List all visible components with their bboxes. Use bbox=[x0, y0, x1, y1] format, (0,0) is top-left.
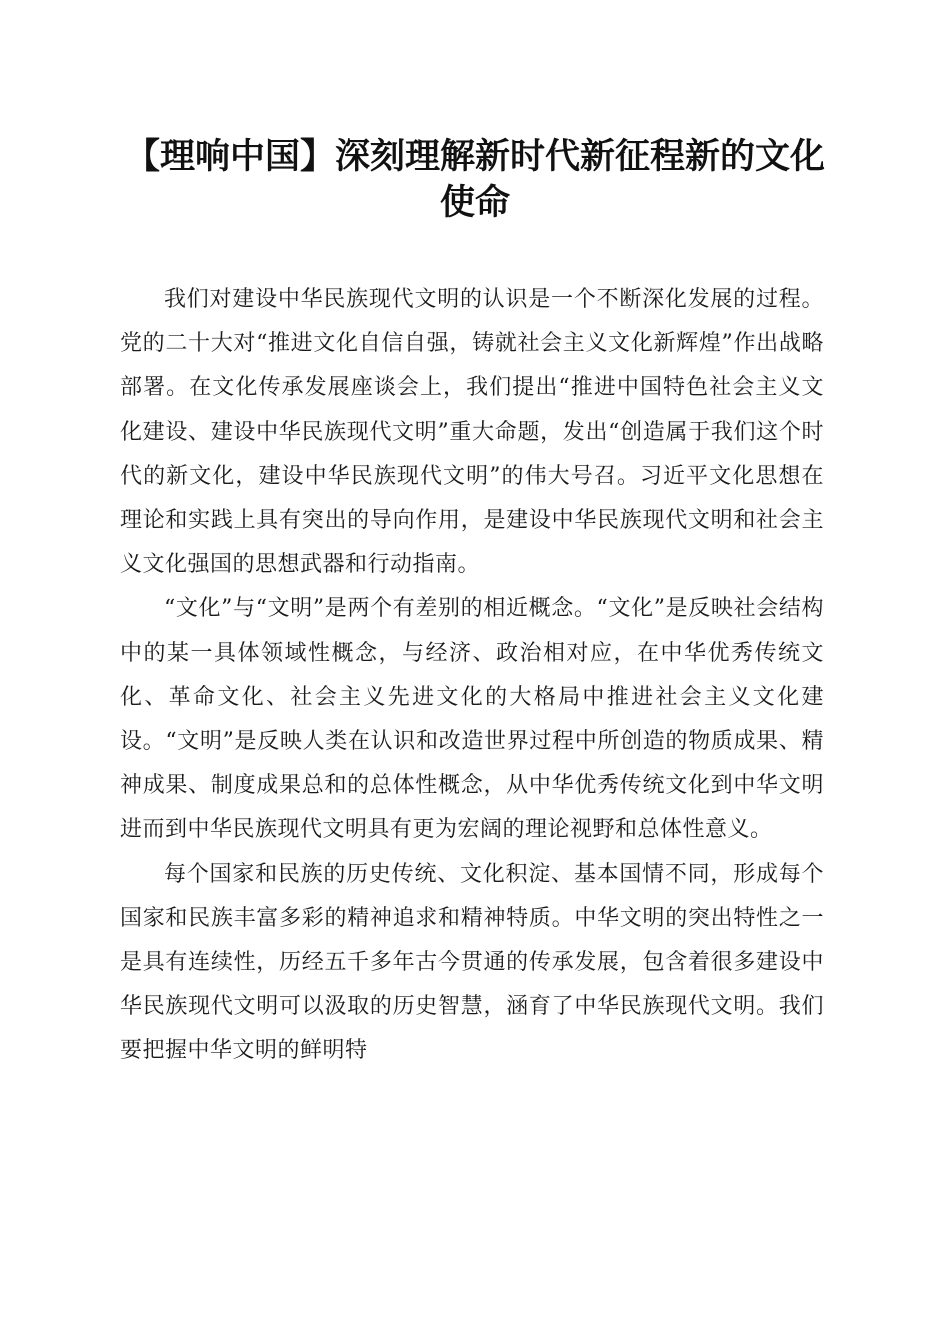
paragraph-2: “文化”与“文明”是两个有差别的相近概念。“文化”是反映社会结构中的某一具体领域性概念，与经济、政治相对应，在中华优秀传统文化、革命文化、社会主义先进文化的大格局中推进社会主义文化建设。“文明”是反映人类在认识和改造世界过程中所创造的物质成果、精神成果、制度成果总和的总体性概念，从中华优秀传统文化到中华文明进而到中华民族现代文明具有更为宏阔的理论视野和总体性意义。 bbox=[120, 596, 825, 843]
paragraph-3: 每个国家和民族的历史传统、文化积淀、基本国情不同，形成每个国家和民族丰富多彩的精神追求和精神特质。中华文明的突出特性之一是具有连续性，历经五千多年古今贯通的传承发展，包含着很多建设中华民族现代文明可以汲取的历史智慧，涵育了中华民族现代文明。我们要把握中华文明的鲜明特 bbox=[120, 861, 824, 1064]
paragraph-1: 我们对建设中华民族现代文明的认识是一个不断深化发展的过程。党的二十大对“推进文化自信自强，铸就社会主义文化新辉煌”作出战略部署。在文化传承发展座谈会上，我们提出“推进中国特色社会主义文化建设、建设中华民族现代文明”重大命题，发出“创造属于我们这个时代的新文化，建设中华民族现代文明”的伟大号召。习近平文化思想在理论和实践上具有突出的导向作用，是建设中华民族现代文明和社会主义文化强国的思想武器和行动指南。 bbox=[120, 287, 824, 578]
document-title: 【理响中国】深刻理解新时代新征程新的文化使命 bbox=[124, 137, 825, 223]
document-body bbox=[120, 278, 824, 1074]
